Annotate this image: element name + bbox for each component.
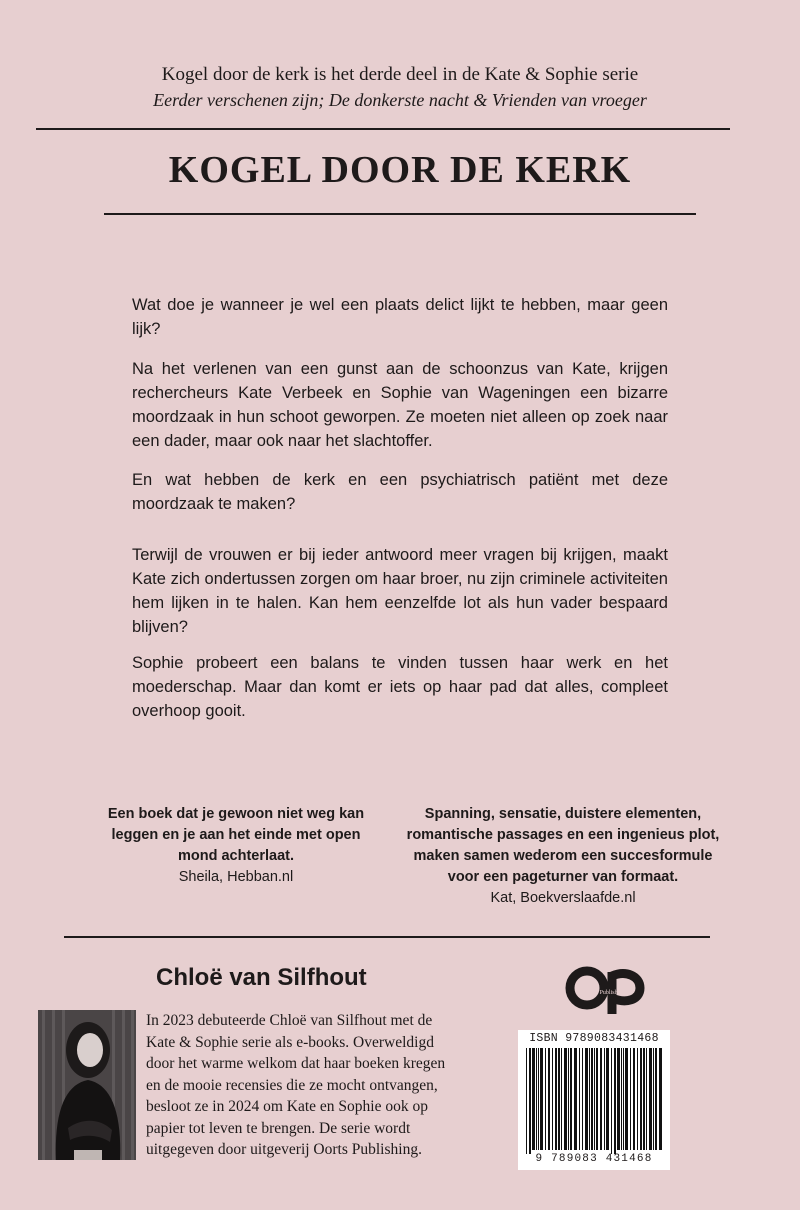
barcode-bar: [594, 1048, 595, 1150]
isbn-barcode: [518, 1030, 670, 1170]
review-quote-source: Sheila, Hebban.nl: [178, 869, 294, 885]
barcode-bar: [574, 1048, 577, 1150]
review-quote: [398, 804, 728, 909]
publisher-logo-mark: [560, 962, 650, 1020]
barcode-bars: [518, 1030, 670, 1170]
review-quote-text: Een boek dat je gewoon niet weg kan leggen en je aan het einde met open mond achterlaat.: [107, 806, 365, 864]
barcode-bar: [570, 1048, 572, 1150]
barcode-bar: [606, 1048, 609, 1150]
top-divider: [36, 128, 730, 130]
barcode-bar: [561, 1048, 562, 1150]
barcode-bar: [630, 1048, 631, 1150]
isbn-label: ISBN 9789083431468: [529, 1032, 659, 1045]
series-info-line: Kogel door de kerk is het derde deel in de Kate & Sophie serie: [161, 64, 639, 85]
barcode-bar: [611, 1048, 612, 1154]
barcode-bar: [568, 1048, 569, 1150]
barcode-bar: [540, 1048, 543, 1150]
barcode-bar: [564, 1048, 567, 1150]
barcode-bar: [646, 1048, 647, 1150]
publisher-logo: [560, 962, 650, 1020]
barcode-bar: [655, 1048, 657, 1150]
author-name: Chloë van Silfhout: [156, 964, 367, 991]
barcode-bar: [585, 1048, 588, 1150]
barcode-bar: [538, 1048, 539, 1150]
review-quote-text: Spanning, sensatie, duistere elementen, romantische passages en een ingenieus plot, maken samen wederom een succesformule voor een pageturner van formaat.: [406, 806, 720, 885]
barcode-bar: [536, 1048, 537, 1150]
blurb-paragraph: En wat hebben de kerk en een psychiatrisch patiënt met deze moordzaak te maken?: [132, 471, 668, 513]
barcode-bar: [589, 1048, 590, 1150]
author-photo: [38, 1010, 136, 1160]
barcode-bar: [617, 1048, 620, 1150]
barcode-bar: [596, 1048, 598, 1150]
earlier-titles-line: Eerder verschenen zijn; De donkerste nacht & Vrienden van vroeger: [153, 90, 647, 110]
barcode-bar: [621, 1048, 622, 1150]
barcode-bar: [653, 1048, 654, 1150]
author-bio: In 2023 debuteerde Chloë van Silfhout met de Kate & Sophie serie als e-books. Overweldigd door het warme welkom dat haar boeken kregen en de mooie recensies die ze mocht ontvangen, besloot ze in 2024 om Kate en Sophie ook op papier tot leven te brengen. De serie wordt uitgegeven door uitgeverij Oorts Publishing.: [146, 1012, 446, 1158]
barcode-bar: [625, 1048, 628, 1150]
author-photo-image: [38, 1010, 136, 1160]
barcode-bar: [633, 1048, 635, 1150]
blurb-paragraph: Wat doe je wanneer je wel een plaats delict lijkt te hebben, maar geen lijk?: [132, 296, 668, 338]
blurb-paragraph: Terwijl de vrouwen er bij ieder antwoord meer vragen bij krijgen, maakt Kate zich ondertussen zorgen om haar broer, nu zijn criminele activiteiten hem lijken in te halen. Kan hem eenzelfde lot als hun vader bespaard blijven?: [132, 546, 668, 636]
barcode-bar: [579, 1048, 580, 1150]
barcode-bar: [600, 1048, 602, 1150]
barcode-bar: [623, 1048, 624, 1150]
barcode-bar: [545, 1048, 546, 1150]
barcode-bar: [637, 1048, 638, 1150]
barcode-bar: [659, 1048, 662, 1150]
review-quote-source: Kat, Boekverslaafde.nl: [490, 890, 636, 906]
barcode-bar: [552, 1048, 553, 1150]
barcode-bar: [555, 1048, 557, 1150]
barcode-bar: [548, 1048, 550, 1150]
barcode-bar: [558, 1048, 560, 1150]
blurb-paragraph: Sophie probeert een balans te vinden tussen haar werk en het moederschap. Maar dan komt er iets op haar pad dat alles, compleet overhoop gooit.: [132, 654, 668, 720]
barcode-bar: [582, 1048, 583, 1150]
barcode-digits: 9 789083 431468: [535, 1153, 653, 1165]
barcode-bar: [526, 1048, 527, 1154]
book-title: KOGEL DOOR DE KERK: [168, 149, 632, 191]
review-quote: [96, 804, 376, 888]
barcode-bar: [529, 1048, 531, 1154]
svg-text:Oorts Publishing: Oorts Publishing: [584, 990, 626, 996]
blurb-paragraph: Na het verlenen van een gunst aan de schoonzus van Kate, krijgen rechercheurs Kate Verbeek en Sophie van Wageningen een bizarre moordzaak in hun schoot geworpen. Ze moeten niet alleen op zoek naar een dader, maar ook naar het slachtoffer.: [132, 360, 668, 450]
bottom-divider: [64, 936, 710, 938]
barcode-bar: [640, 1048, 642, 1150]
barcode-bar: [614, 1048, 616, 1154]
title-divider: [104, 213, 696, 215]
barcode-bar: [591, 1048, 593, 1150]
barcode-bar: [643, 1048, 645, 1150]
barcode-bar: [532, 1048, 535, 1150]
barcode-bar: [604, 1048, 605, 1150]
barcode-bar: [649, 1048, 652, 1150]
